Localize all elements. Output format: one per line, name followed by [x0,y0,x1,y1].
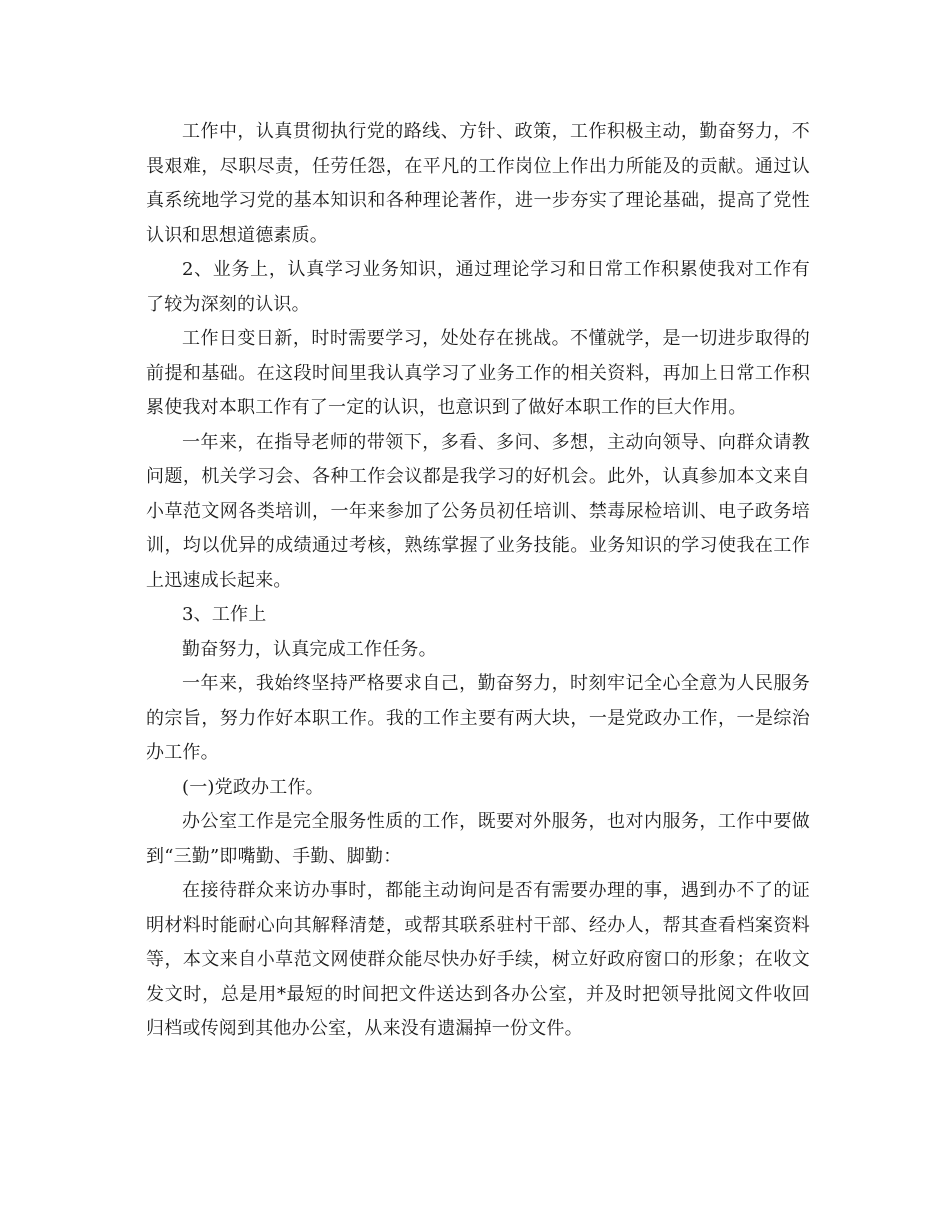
paragraph-1: 工作中，认真贯彻执行党的路线、方针、政策，工作积极主动，勤奋努力，不畏艰难，尽职尽责，任劳任怨，在平凡的工作岗位上作出力所能及的贡献。通过认真系统地学习党的基本知识和各种理论著作，进一步夯实了理论基础，提高了党性认识和思想道德素质。 [146,121,810,246]
paragraph-2: 2、业务上，认真学习业务知识，通过理论学习和日常工作积累使我对工作有了较为深刻的认识。 [146,259,810,315]
section-heading-work: 3、工作上 [182,604,267,625]
document-body [146,115,810,1047]
subsection-heading-party-office: (一)党政办工作。 [182,776,324,798]
paragraph-7: 办公室工作是完全服务性质的工作，既要对外服务，也对内服务，工作中要做到“三勤”即嘴勤、手勤、脚勤： [146,811,810,867]
paragraph-8: 在接待群众来访办事时，都能主动询问是否有需要办理的事，遇到办不了的证明材料时能耐心向其解释清楚，或帮其联系驻村干部、经办人，帮其查看档案资料等，本文来自小草范文网使群众能尽快办好手续，树立好政府窗口的形象；在收文发文时，总是用*最短的时间把文件送达到各办公室，并及时把领导批阅文件收回归档或传阅到其他办公室，从来没有遗漏掉一份文件。 [146,880,810,1039]
paragraph-4: 一年来，在指导老师的带领下，多看、多问、多想，主动向领导、向群众请教问题，机关学习会、各种工作会议都是我学习的好机会。此外，认真参加本文来自小草范文网各类培训，一年来参加了公务员初任培训、禁毒尿检培训、电子政务培训，均以优异的成绩通过考核，熟练掌握了业务技能。业务知识的学习使我在工作上迅速成长起来。 [146,431,810,591]
paragraph-6: 一年来，我始终坚持严格要求自己，勤奋努力，时刻牢记全心全意为人民服务的宗旨，努力作好本职工作。我的工作主要有两大块，一是党政办工作，一是综治办工作。 [146,673,810,763]
paragraph-3: 工作日变日新，时时需要学习，处处存在挑战。不懂就学，是一切进步取得的前提和基础。在这段时间里我认真学习了业务工作的相关资料，再加上日常工作积累使我对本职工作有了一定的认识，也意识到了做好本职工作的巨大作用。 [146,328,810,418]
paragraph-5: 勤奋努力，认真完成工作任务。 [182,638,437,660]
